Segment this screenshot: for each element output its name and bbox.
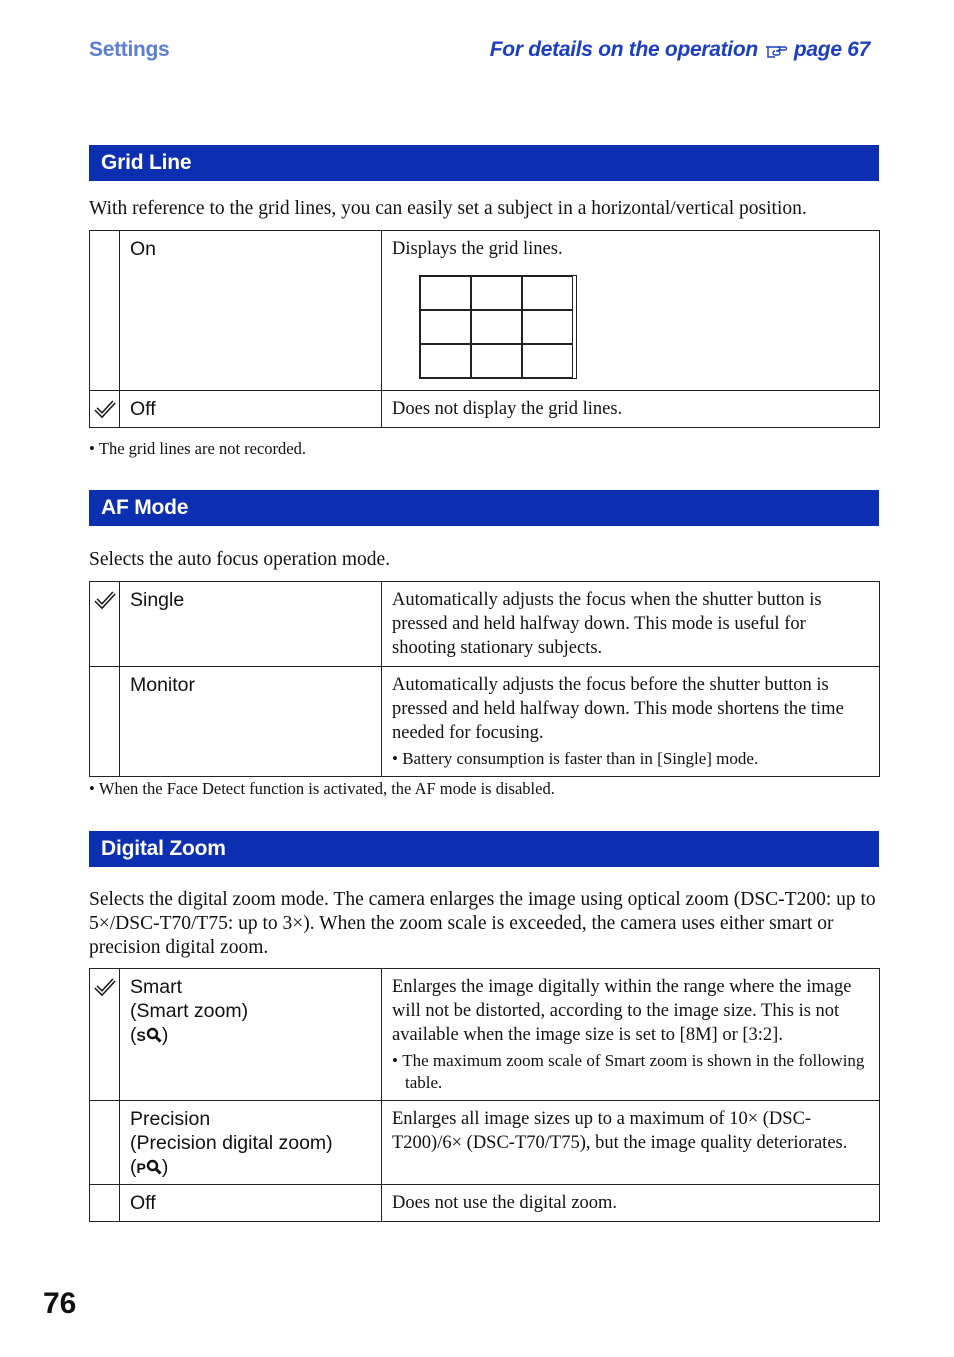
option-name-cell bbox=[120, 969, 382, 1101]
option-description bbox=[382, 231, 880, 391]
option-description: Does not display the grid lines. bbox=[382, 391, 880, 428]
table-row bbox=[90, 582, 880, 667]
magnifier-icon bbox=[146, 1159, 162, 1175]
digital-zoom-intro: Selects the digital zoom mode. The camera enlarges the image using optical zoom (DSC-T200: up to 5×/DSC-T70/T75: up to 3×). When the zoom scale is exceeded, the camera uses either smart or precision digital zoom. bbox=[89, 889, 876, 958]
grid-line-intro: With reference to the grid lines, you can easily set a subject in a horizontal/vertical position. bbox=[89, 198, 807, 219]
option-name: Single bbox=[120, 582, 382, 667]
default-marker-cell bbox=[90, 1101, 120, 1185]
default-marker-cell bbox=[90, 582, 120, 667]
option-name: Smart bbox=[130, 976, 183, 998]
default-check-icon bbox=[94, 590, 116, 610]
option-name-cell bbox=[120, 1101, 382, 1185]
section-header-grid-line: Grid Line bbox=[89, 145, 879, 181]
pointing-hand-icon bbox=[764, 41, 788, 59]
table-row bbox=[90, 1101, 880, 1185]
grid-line-table bbox=[89, 230, 880, 428]
option-name: On bbox=[120, 231, 382, 391]
section-header-digital-zoom: Digital Zoom bbox=[89, 831, 879, 867]
grid-lines-illustration bbox=[419, 275, 577, 379]
default-check-icon bbox=[94, 399, 116, 419]
af-mode-note: • When the Face Detect function is activated, the AF mode is disabled. bbox=[89, 779, 555, 798]
option-description bbox=[382, 667, 880, 777]
digital-zoom-table bbox=[89, 968, 880, 1222]
option-description-text: Enlarges the image digitally within the range where the image will not be distorted, according to the image size. This is not available when the image size is set to [8M] or [3:2]. bbox=[392, 977, 852, 1045]
option-description: Enlarges all image sizes up to a maximum of 10× (DSC-T200)/6× (DSC-T70/T75), but the image quality deteriorates. bbox=[382, 1101, 880, 1185]
table-row bbox=[90, 391, 880, 428]
option-description-text: Automatically adjusts the focus before the shutter button is pressed and held halfway down. This mode shortens the time needed for focusing. bbox=[392, 675, 844, 743]
default-marker-cell bbox=[90, 231, 120, 391]
default-marker-cell bbox=[90, 1185, 120, 1222]
option-name: Precision bbox=[130, 1108, 211, 1130]
option-name: Off bbox=[120, 391, 382, 428]
option-description: Automatically adjusts the focus when the shutter button is pressed and held halfway down. This mode is useful for shooting stationary subjects. bbox=[382, 582, 880, 667]
magnifier-icon bbox=[146, 1027, 162, 1043]
option-description bbox=[382, 969, 880, 1101]
grid-line-note: • The grid lines are not recorded. bbox=[89, 439, 306, 458]
option-description: Does not use the digital zoom. bbox=[382, 1185, 880, 1222]
default-check-icon bbox=[94, 977, 116, 997]
default-marker-cell bbox=[90, 667, 120, 777]
page-number: 76 bbox=[43, 1287, 77, 1320]
section-header-af-mode: AF Mode bbox=[89, 490, 879, 526]
default-marker-cell bbox=[90, 969, 120, 1101]
precision-zoom-symbol: (P ) bbox=[130, 1156, 169, 1178]
af-mode-intro: Selects the auto focus operation mode. bbox=[89, 549, 391, 570]
option-subname: (Smart zoom) bbox=[130, 1000, 249, 1022]
details-text: For details on the operation bbox=[489, 38, 758, 61]
table-row bbox=[90, 969, 880, 1101]
option-bullet: • Battery consumption is faster than in [Single] mode. bbox=[392, 749, 759, 768]
smart-zoom-symbol: (S ) bbox=[130, 1024, 169, 1046]
details-page-link[interactable]: page 67 bbox=[793, 38, 870, 61]
option-bullet: • The maximum zoom scale of Smart zoom is shown in the following table. bbox=[392, 1051, 865, 1092]
header-page-reference[interactable] bbox=[490, 38, 870, 62]
option-subname: (Precision digital zoom) bbox=[130, 1132, 333, 1154]
table-row bbox=[90, 231, 880, 391]
header-section-title: Settings bbox=[89, 38, 170, 61]
option-name: Off bbox=[120, 1185, 382, 1222]
default-marker-cell bbox=[90, 391, 120, 428]
table-row bbox=[90, 1185, 880, 1222]
option-description-text: Displays the grid lines. bbox=[392, 239, 563, 259]
af-mode-table bbox=[89, 581, 880, 777]
option-name: Monitor bbox=[120, 667, 382, 777]
table-row bbox=[90, 667, 880, 777]
